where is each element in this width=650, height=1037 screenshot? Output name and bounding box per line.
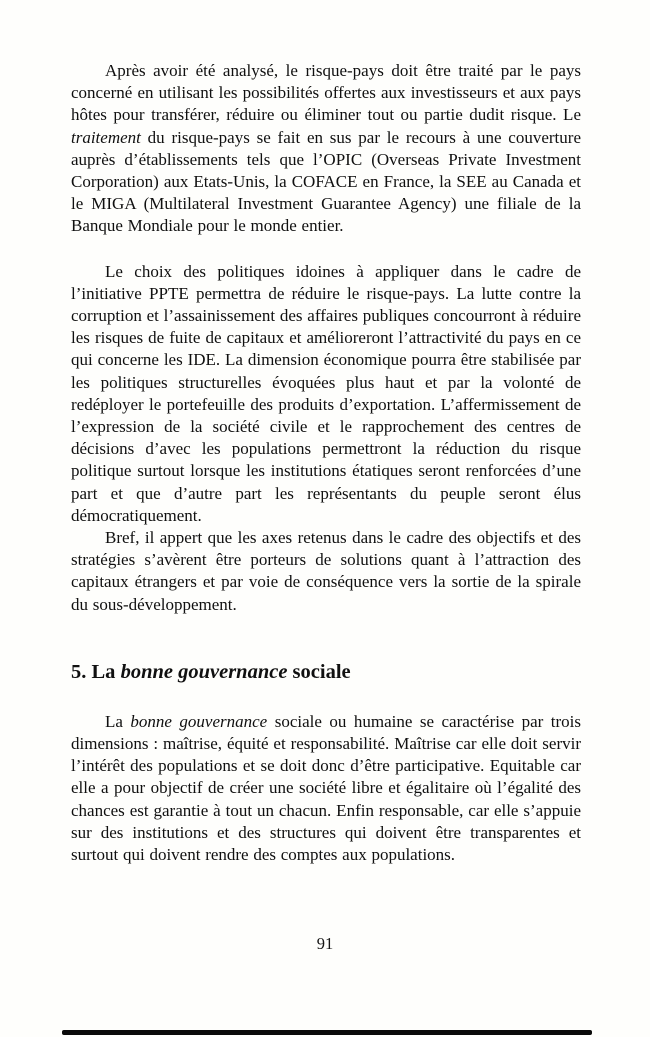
- paragraph-risk-treatment: Après avoir été analysé, le risque-pays doit être traité par le pays concerné en utilisant les possibilités offertes aux investisseurs et aux pays hôtes pour transférer, réduire ou éliminer tout ou partie dudit risque. Le traitement du risque-pays se fait en sus par le recours à une couverture auprès d’établissements tels que l’OPIC (Overseas Private Investment Corporation) aux Etats-Unis, la COFACE en France, la SEE au Canada et le MIGA (Multilateral Investment Guarantee Agency) une filiale de la Banque Mondiale pour le monde entier.: [71, 61, 581, 236]
- paragraph-gouvernance-sociale: La bonne gouvernance sociale ou humaine se caractérise par trois dimensions : maîtrise, équité et responsabilité. Maîtrise car elle doit servir l’intérêt des populations et se doit donc d’être participative. Equitable car elle a pour objectif de créer une société libre et égalitaire où l’égalité des chances est garantie à tout un chacun. Enfin responsable, car elle s’appuie sur des institutions et des structures qui doivent être transparentes et surtout qui doivent rendre des comptes aux populations.: [71, 711, 582, 865]
- section-heading-bonne-gouvernance: 5. La bonne gouvernance sociale: [71, 660, 351, 683]
- page-number: 91: [316, 934, 334, 953]
- paragraph-ppte-policies: Le choix des politiques idoines à appliquer dans le cadre de l’initiative PPTE permettra de réduire le risque-pays. La lutte contre la corruption et l’assainissement des affaires publiques concourront à réduire les risques de fuite de capitaux et amélioreront l’attractivité du pays en ce qui concerne les IDE. La dimension économique pourra être stabilisée par les politiques structurelles évoquées plus haut et par la volonté de redéployer le portefeuille des produits d’exportation. L’affermissement de l’expression de la société civile et le rapprochement des centres de décisions d’avec les populations permettront la réduction du risque politique surtout lorsque les institutions étatiques seront renforcées d’une part et que d’autre part les représentants du peuple seront élus démocratiquement.: [71, 261, 581, 525]
- scan-edge-artifact: [62, 1030, 592, 1035]
- paragraph-bref-conclusion: Bref, il appert que les axes retenus dans le cadre des objectifs et des stratégies s’avèrent être porteurs de solutions quant à l’attraction des capitaux étrangers et par voie de conséquence vers la sortie de la spirale du sous-développement.: [71, 528, 581, 614]
